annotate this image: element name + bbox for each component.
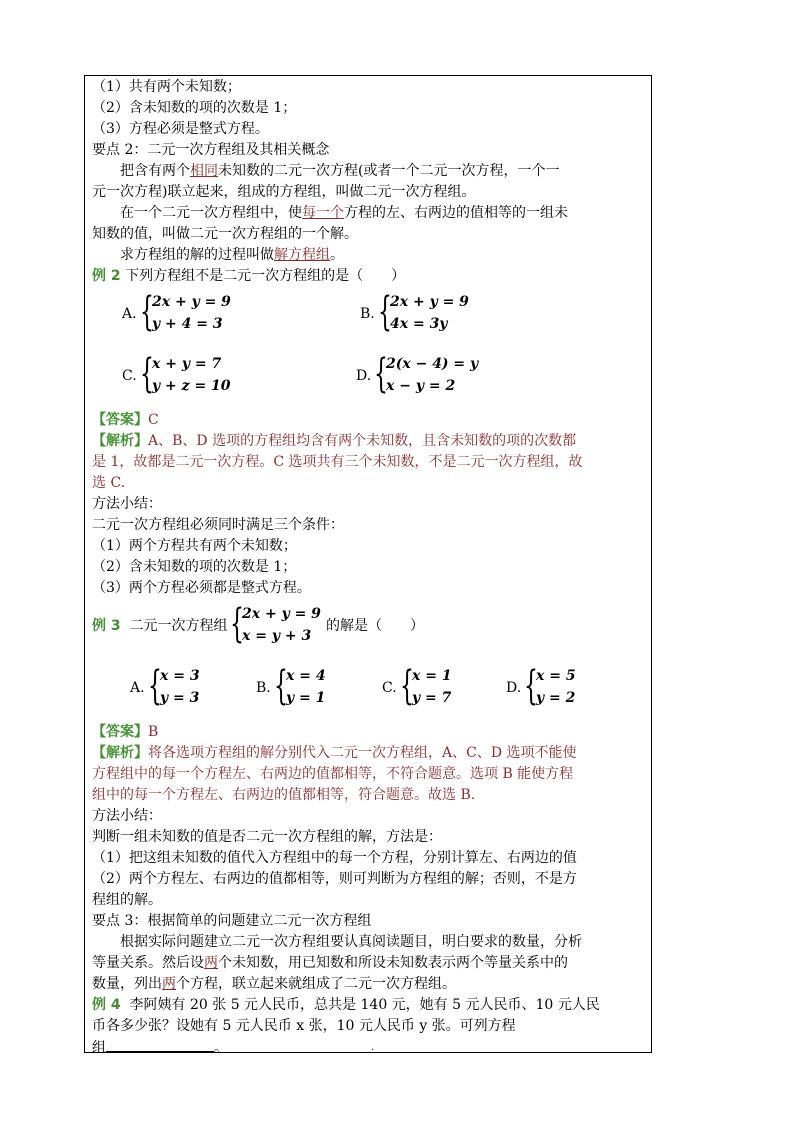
example-label: 例 4 (92, 997, 121, 1013)
answer-blank (106, 1037, 214, 1052)
example-3-question: 例 3 二元一次方程组 (92, 618, 228, 634)
text-line: 在一个二元一次方程组中，使每一个方程的左、右两边的值相等的一组未 (92, 205, 568, 221)
explanation-2: 选 C. (92, 475, 126, 491)
text-line: （3）方程必须是整式方程。 (92, 121, 269, 137)
explanation-3: 方程组中的每一个方程左、右两边的值都相等，不符合题意。选项 B 能使方程 (92, 766, 574, 782)
explanation-3: 【解析】将各选项方程组的解分别代入二元一次方程组，A、C、D 选项不能使 (92, 745, 577, 761)
example-label: 例 2 (92, 268, 121, 284)
fill-answer: 两 (162, 976, 176, 992)
text-line: 求方程组的解的过程叫做解方程组。 (92, 247, 344, 263)
text-line: 程组的解。 (92, 892, 162, 908)
text-line: 判断一组未知数的值是否二元一次方程组的解，方法是： (92, 829, 442, 845)
section-heading: 要点 2：二元一次方程组及其相关概念 (92, 142, 330, 158)
text-line: 知数的值，叫做二元一次方程组的一个解。 (92, 226, 358, 242)
explanation-2: 【解析】A、B、D 选项的方程组均含有两个未知数，且含未知数的项的次数都 (92, 433, 577, 449)
text-line: 二元一次方程组必须同时满足三个条件： (92, 517, 344, 533)
text-line: 把含有两个相同未知数的二元一次方程(或者一个二元一次方程，一个一 (92, 163, 560, 179)
text-line: （1）把这组未知数的值代入方程组中的每一个方程，分别计算左、右两边的值 (92, 850, 577, 866)
text-line: 元一次方程)联立起来，组成的方程组，叫做二元一次方程组。 (92, 184, 476, 200)
summary-heading: 方法小结： (92, 808, 162, 824)
text-line: 币各多少张？设她有 5 元人民币 x 张，10 元人民币 y 张。可列方程 (92, 1018, 516, 1034)
text-line: 的解是（ ） (326, 618, 424, 634)
text-line: （1）两个方程共有两个未知数； (92, 538, 297, 554)
fill-answer: 两 (204, 955, 218, 971)
text-line: （2）含未知数的项的次数是 1； (92, 100, 297, 116)
answer-3: 【答案】B (92, 724, 159, 740)
text-line: （1）共有两个未知数； (92, 79, 241, 95)
section-heading: 要点 3：根据简单的问题建立二元一次方程组 (92, 913, 372, 929)
summary-heading: 方法小结： (92, 496, 162, 512)
text-line: 数量，列出两个方程，联立起来就组成了二元一次方程组。 (92, 976, 456, 992)
answer-2: 【答案】C (92, 412, 159, 428)
text-line: 等量关系。然后设两个未知数，用已知数和所设未知数表示两个等量关系中的 (92, 955, 568, 971)
text-line: （2）两个方程左、右两边的值都相等，则可判断为方程组的解；否则，不是方 (92, 871, 577, 887)
text-line: 根据实际问题建立二元一次方程组要认真阅读题目，明白要求的数量，分析 (92, 934, 582, 950)
text-line: （3）两个方程必须都是整式方程。 (92, 580, 311, 596)
text-line: （2）含未知数的项的次数是 1； (92, 559, 297, 575)
fill-answer: 解方程组 (274, 247, 330, 263)
example-label: 例 3 (92, 618, 121, 634)
explanation-3: 组中的每一个方程左、右两边的值都相等，符合题意。故选 B. (92, 787, 476, 803)
footer-mark: . (371, 1042, 375, 1053)
example-4-question: 例 4 李阿姨有 20 张 5 元人民币，总共是 140 元，她有 5 元人民币、10 元人民 (92, 997, 600, 1013)
fill-answer: 每一个 (302, 205, 344, 221)
fill-answer: 相同 (190, 163, 218, 179)
text-line: 组 。 (92, 1037, 228, 1058)
explanation-2: 是 1，故都是二元一次方程。C 选项共有三个未知数，不是二元一次方程组，故 (92, 454, 583, 470)
example-2-question: 例 2 下列方程组不是二元一次方程组的是（ ） (92, 268, 406, 284)
